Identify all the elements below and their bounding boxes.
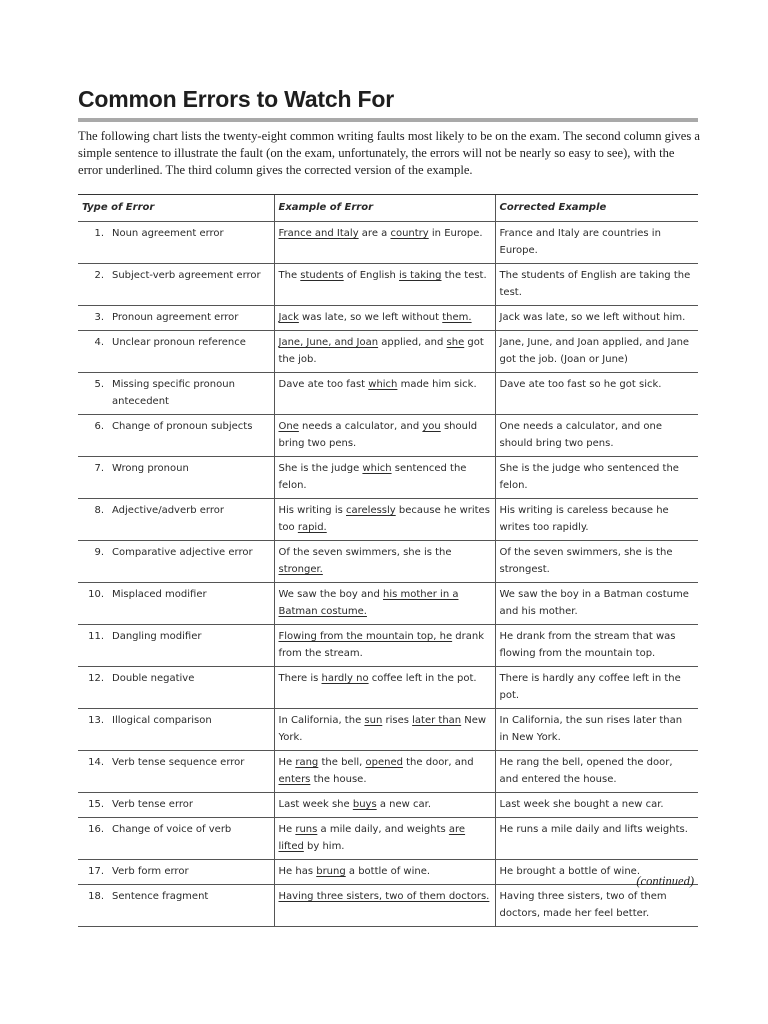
underlined-error-text: enters [278, 774, 311, 785]
error-type-cell [78, 541, 274, 583]
row-number: 11. [88, 631, 104, 642]
header-type-of-error: Type of Error [78, 195, 274, 222]
error-type-label: Misplaced modifier [112, 589, 207, 600]
underlined-error-text: is taking [399, 270, 442, 281]
example-cell [274, 373, 495, 415]
table-row [78, 818, 698, 860]
example-text: drank from the stream. [278, 631, 485, 659]
error-type-cell [78, 793, 274, 818]
error-type-label: Sentence fragment [112, 891, 209, 902]
corrected-cell: In California, the sun rises later than in New York. [495, 709, 698, 751]
example-text: are a [358, 228, 391, 239]
example-cell [274, 222, 495, 264]
error-type-label: Unclear pronoun reference [112, 337, 246, 348]
underlined-error-text: One [278, 421, 299, 432]
example-text: the door, and [402, 757, 474, 768]
row-number: 3. [94, 312, 104, 323]
underlined-error-text: sun [364, 715, 383, 726]
table-row [78, 457, 698, 499]
corrected-cell: We saw the boy in a Batman costume and his mother. [495, 583, 698, 625]
corrected-cell: France and Italy are countries in Europe. [495, 222, 698, 264]
errors-table [78, 194, 698, 927]
error-type-cell [78, 373, 274, 415]
underlined-error-text: later than [412, 715, 462, 726]
underlined-error-text: rang [295, 757, 319, 768]
underlined-error-text: Jack [278, 312, 299, 323]
example-text: He [278, 824, 296, 835]
error-type-label: Subject-verb agreement error [112, 270, 261, 281]
table-row [78, 667, 698, 709]
example-cell [274, 541, 495, 583]
error-type-label: Comparative adjective error [112, 547, 253, 558]
table-row [78, 415, 698, 457]
error-type-cell [78, 264, 274, 306]
underlined-error-text: students [300, 270, 344, 281]
row-number: 18. [88, 891, 104, 902]
underlined-error-text: opened [365, 757, 403, 768]
table-row [78, 373, 698, 415]
row-number: 8. [94, 505, 104, 516]
corrected-cell: Jane, June, and Joan applied, and Jane got the job. (Joan or June) [495, 331, 698, 373]
row-number: 13. [88, 715, 104, 726]
corrected-cell: Jack was late, so we left without him. [495, 306, 698, 331]
example-cell [274, 331, 495, 373]
example-text: the house. [310, 774, 367, 785]
error-type-label: Dangling modifier [112, 631, 202, 642]
row-number: 7. [94, 463, 104, 474]
example-text: needs a calculator, and [298, 421, 423, 432]
underlined-error-text: France and Italy [278, 228, 359, 239]
row-number: 12. [88, 673, 104, 684]
underlined-error-text: his mother in a Batman costume. [278, 589, 459, 617]
table-row [78, 860, 698, 885]
corrected-cell: He brought a bottle of wine. [495, 860, 698, 885]
table-row [78, 264, 698, 306]
row-number: 15. [88, 799, 104, 810]
underlined-error-text: hardly no [321, 673, 369, 684]
example-text: She is the judge [278, 463, 363, 474]
example-text: a new car. [376, 799, 432, 810]
table-row [78, 541, 698, 583]
table-row [78, 583, 698, 625]
error-type-cell [78, 457, 274, 499]
error-type-label: Adjective/adverb error [112, 505, 224, 516]
error-type-label: Verb tense error [112, 799, 194, 810]
underlined-error-text: Jane, June, and Joan [278, 337, 379, 348]
error-type-label: Pronoun agreement error [112, 312, 239, 323]
example-cell [274, 499, 495, 541]
underlined-error-text: rapid. [297, 522, 327, 533]
example-text: sentenced the felon. [278, 463, 467, 491]
error-type-cell [78, 306, 274, 331]
example-text: Last week she [278, 799, 353, 810]
table-row [78, 306, 698, 331]
corrected-cell: There is hardly any coffee left in the pot. [495, 667, 698, 709]
error-type-cell [78, 415, 274, 457]
example-cell [274, 583, 495, 625]
error-type-label: Verb form error [112, 866, 189, 877]
error-type-cell [78, 583, 274, 625]
underlined-error-text: you [422, 421, 441, 432]
example-cell [274, 264, 495, 306]
table-row [78, 885, 698, 927]
example-text: got the job. [278, 337, 484, 365]
example-cell [274, 667, 495, 709]
example-text: by him. [303, 841, 345, 852]
row-number: 10. [88, 589, 104, 600]
example-text: the test. [441, 270, 487, 281]
example-text: rises [382, 715, 413, 726]
underlined-error-text: buys [352, 799, 377, 810]
table-header-row [78, 195, 698, 222]
underlined-error-text: are lifted [278, 824, 466, 852]
example-text: a bottle of wine. [345, 866, 431, 877]
example-text: He [278, 757, 296, 768]
example-text: in Europe. [428, 228, 483, 239]
row-number: 5. [94, 379, 104, 390]
example-text: coffee left in the pot. [368, 673, 477, 684]
corrected-cell: The students of English are taking the test. [495, 264, 698, 306]
corrected-cell: His writing is careless because he writes too rapidly. [495, 499, 698, 541]
example-text: made him sick. [397, 379, 477, 390]
row-number: 2. [94, 270, 104, 281]
corrected-cell: He rang the bell, opened the door, and entered the house. [495, 751, 698, 793]
table-row [78, 331, 698, 373]
example-text: Of the seven swimmers, she is the [278, 547, 452, 558]
error-type-label: Change of pronoun subjects [112, 421, 253, 432]
row-number: 16. [88, 824, 104, 835]
example-cell [274, 818, 495, 860]
corrected-cell: He drank from the stream that was flowing from the mountain top. [495, 625, 698, 667]
table-row [78, 793, 698, 818]
table-row [78, 499, 698, 541]
error-type-label: Missing specific pronoun antecedent [112, 379, 235, 407]
error-type-label: Change of voice of verb [112, 824, 232, 835]
page-title: Common Errors to Watch For [78, 86, 394, 112]
example-cell [274, 709, 495, 751]
intro-paragraph: The following chart lists the twenty-eight common writing faults most likely to be on the exam. The second column gives a simple sentence to illustrate the fault (on the exam, unfortunately, the errors will not be nearly so easy to see), with the error underlined. The third column gives the corrected version of the example. [78, 129, 700, 177]
error-type-label: Verb tense sequence error [112, 757, 245, 768]
underlined-error-text: she [446, 337, 465, 348]
underlined-error-text: which [368, 379, 398, 390]
underlined-error-text: runs [295, 824, 318, 835]
corrected-cell: Last week she bought a new car. [495, 793, 698, 818]
example-text: He has [278, 866, 317, 877]
example-text: New York. [278, 715, 487, 743]
header-example-of-error: Example of Error [274, 195, 495, 222]
corrected-cell: Having three sisters, two of them doctors, made her feel better. [495, 885, 698, 927]
error-type-cell [78, 625, 274, 667]
corrected-cell: Dave ate too fast so he got sick. [495, 373, 698, 415]
underlined-error-text: stronger. [278, 564, 323, 575]
table-row [78, 625, 698, 667]
row-number: 14. [88, 757, 104, 768]
continued-note: (continued) [636, 874, 694, 888]
example-text: a mile daily, and weights [317, 824, 449, 835]
underlined-error-text: Flowing from the mountain top, he [278, 631, 453, 642]
example-cell [274, 885, 495, 927]
error-type-cell [78, 709, 274, 751]
example-cell [274, 793, 495, 818]
row-number: 4. [94, 337, 104, 348]
underlined-error-text: country [390, 228, 429, 239]
corrected-cell: Of the seven swimmers, she is the strongest. [495, 541, 698, 583]
example-text: In California, the [278, 715, 365, 726]
example-text: because he writes too [278, 505, 490, 533]
underlined-error-text: them. [442, 312, 472, 323]
header-corrected-example: Corrected Example [495, 195, 698, 222]
row-number: 17. [88, 866, 104, 877]
table-row [78, 709, 698, 751]
underlined-error-text: which [362, 463, 392, 474]
error-type-cell [78, 751, 274, 793]
title-rule [78, 118, 698, 122]
error-type-label: Noun agreement error [112, 228, 224, 239]
error-type-label: Double negative [112, 673, 195, 684]
example-text: was late, so we left without [298, 312, 443, 323]
example-cell [274, 306, 495, 331]
row-number: 6. [94, 421, 104, 432]
error-type-cell [78, 222, 274, 264]
underlined-error-text: brung [316, 866, 346, 877]
example-cell [274, 457, 495, 499]
example-cell [274, 415, 495, 457]
row-number: 1. [94, 228, 104, 239]
example-cell [274, 751, 495, 793]
table-body [78, 222, 698, 927]
example-text: of English [343, 270, 400, 281]
error-type-label: Illogical comparison [112, 715, 212, 726]
row-number: 9. [94, 547, 104, 558]
example-text: His writing is [278, 505, 346, 516]
example-text: applied, and [378, 337, 447, 348]
error-type-label: Wrong pronoun [112, 463, 189, 474]
error-type-cell [78, 499, 274, 541]
example-text: the bell, [318, 757, 366, 768]
error-type-cell [78, 667, 274, 709]
example-cell [274, 860, 495, 885]
table-row [78, 751, 698, 793]
error-type-cell [78, 331, 274, 373]
underlined-error-text: carelessly [346, 505, 396, 516]
corrected-cell: He runs a mile daily and lifts weights. [495, 818, 698, 860]
error-type-cell [78, 885, 274, 927]
example-text: There is [278, 673, 322, 684]
example-cell [274, 625, 495, 667]
example-text: We saw the boy and [278, 589, 383, 600]
table-row [78, 222, 698, 264]
underlined-error-text: Having three sisters, two of them doctors. [278, 891, 490, 902]
example-text: Dave ate too fast [278, 379, 369, 390]
example-text: The [278, 270, 301, 281]
error-type-cell [78, 818, 274, 860]
example-text: should bring two pens. [278, 421, 478, 449]
corrected-cell: She is the judge who sentenced the felon. [495, 457, 698, 499]
error-type-cell [78, 860, 274, 885]
corrected-cell: One needs a calculator, and one should bring two pens. [495, 415, 698, 457]
